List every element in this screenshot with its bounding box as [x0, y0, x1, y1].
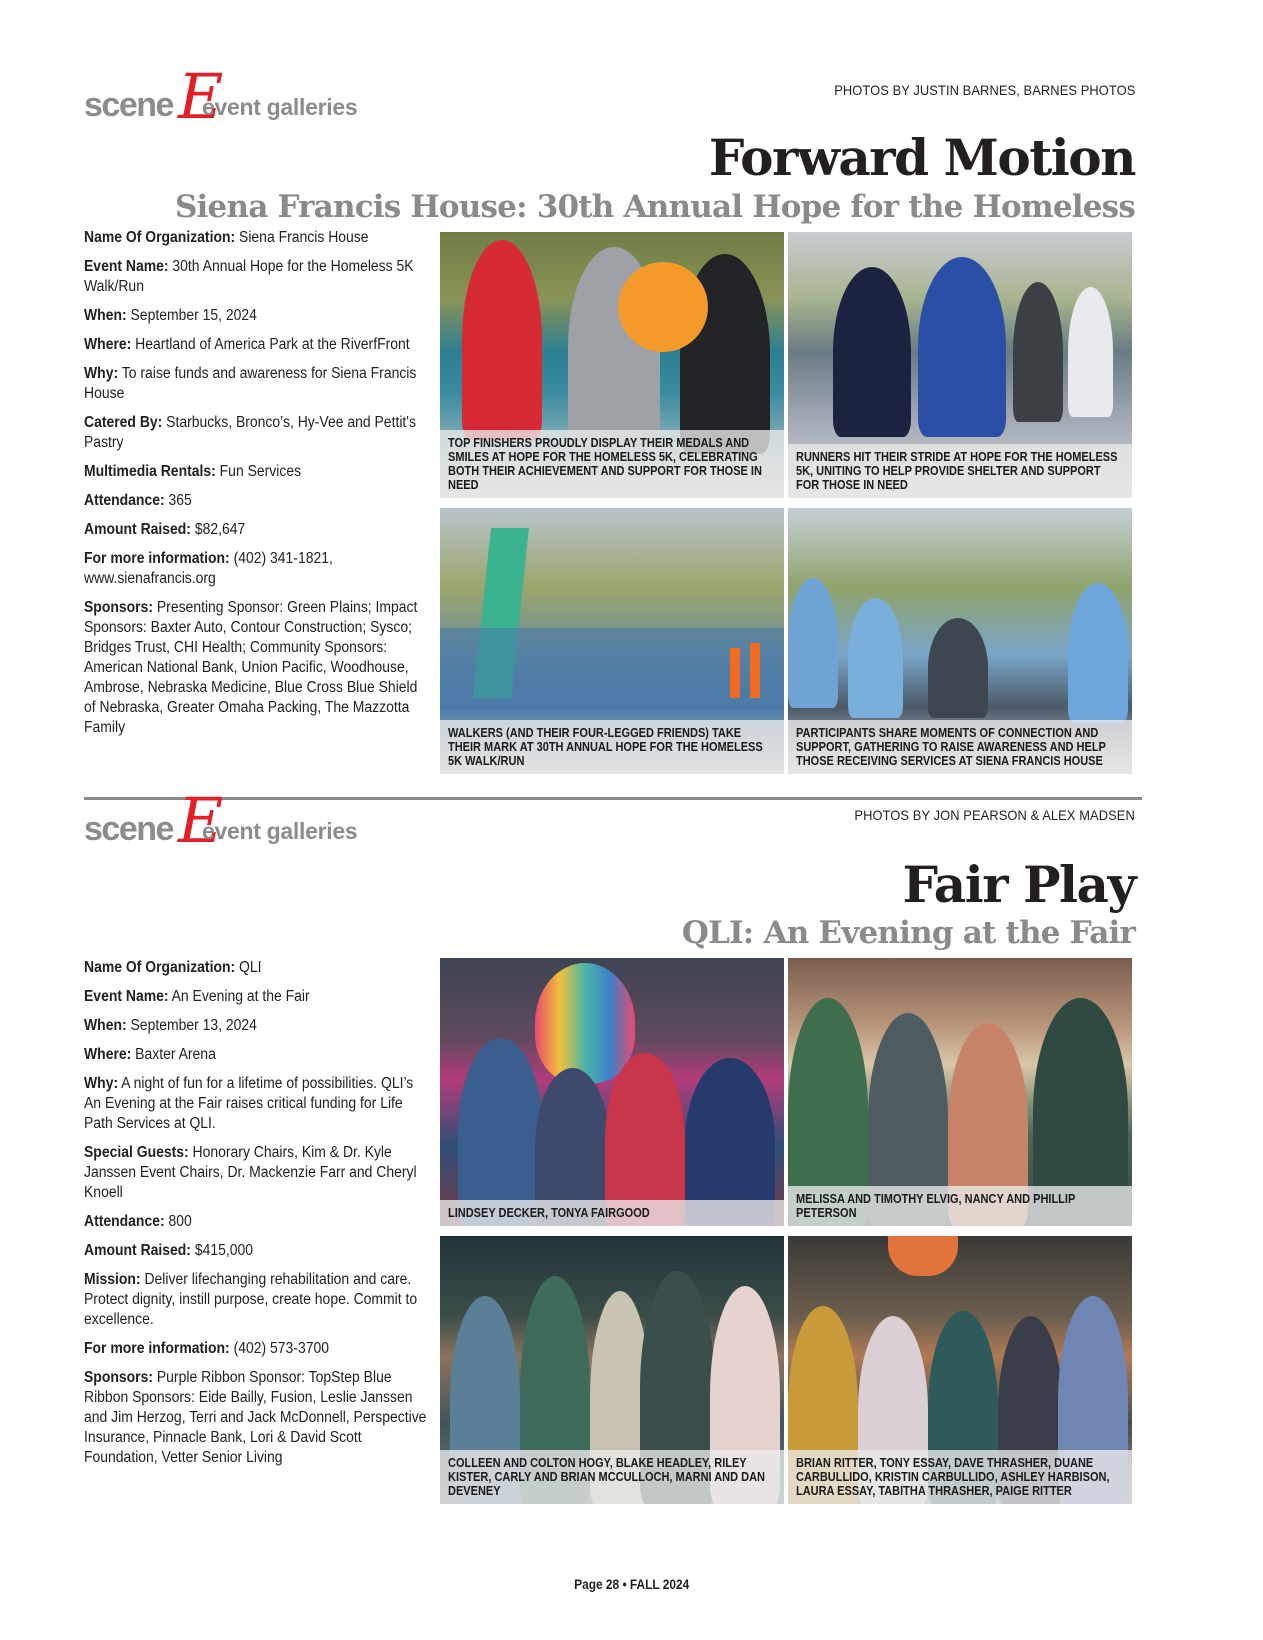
photo-caption: BRIAN RITTER, TONY ESSAY, DAVE THRASHER, DUANE CARBULLIDO, KRISTIN CARBULLIDO, ASHLEY HARBISON, LAURA ESSAY, TABITHA THRASHER, PAIGE RITTER: [788, 1450, 1132, 1504]
photo-caption: COLLEEN AND COLTON HOGY, BLAKE HEADLEY, RILEY KISTER, CARLY AND BRIAN MCCULLOCH, MARNI AND DAN DEVENEY: [440, 1450, 784, 1504]
info-catered-by: Catered By: Starbucks, Bronco’s, Hy-Vee and Pettit's Pastry: [84, 414, 416, 451]
info-organization: Name Of Organization: Siena Francis House: [84, 229, 369, 246]
info-where: Where: Baxter Arena: [84, 1046, 216, 1063]
logo-e-glyph: E: [178, 60, 224, 133]
photo-ritter-group: [788, 1236, 1132, 1504]
hot-air-balloon: [535, 963, 635, 1083]
logo-scene-text: scene: [84, 810, 173, 848]
section-title: Forward Motion: [708, 128, 1135, 187]
photo-runners-stride: [788, 232, 1132, 498]
guest-figure: [458, 1038, 543, 1226]
runner-figure: [833, 267, 911, 437]
runner-figure: [1013, 282, 1063, 422]
participant-figure: [788, 578, 838, 708]
section-subtitle: Siena Francis House: 30th Annual Hope for the Homeless: [174, 189, 1135, 225]
logo-galleries-text: event galleries: [202, 94, 358, 120]
photo-credit: PHOTOS BY JON PEARSON & ALEX MADSEN: [854, 807, 1135, 823]
info-event-name: Event Name: An Evening at the Fair: [84, 988, 310, 1005]
photo-walkers-start: [440, 508, 784, 774]
photo-caption: LINDSEY DECKER, TONYA FAIRGOOD: [440, 1200, 784, 1226]
info-sponsors: Sponsors: Purple Ribbon Sponsor: TopStep Blue Ribbon Sponsors: Eide Bailly, Fusion, Leslie Janssen and Jim Herzog, Terri and Jack McDonnell, Perspective Insurance, Pinnacle Bank, Lori & David Scott Foundation, Vetter Senior Living: [84, 1369, 427, 1466]
info-special-guests: Special Guests: Honorary Chairs, Kim & Dr. Kyle Janssen Event Chairs, Dr. Mackenzie Farr and Cheryl Knoell: [84, 1144, 417, 1201]
info-mission: Mission: Deliver lifechanging rehabilitation and care. Protect dignity, instill purpose, create hope. Commit to excellence.: [84, 1271, 418, 1328]
info-why: Why: To raise funds and awareness for Siena Francis House: [84, 365, 417, 402]
info-amount-raised: Amount Raised: $82,647: [84, 521, 246, 538]
info-when: When: September 15, 2024: [84, 307, 257, 324]
photo-participants-connection: [788, 508, 1132, 774]
runner-figure: [1068, 287, 1113, 417]
info-sponsors: Sponsors: Presenting Sponsor: Green Plains; Impact Sponsors: Baxter Auto, Contour Construction; Sysco; Bridges Trust, CHI Health; Community Sponsors: American National Bank, Union Pacific, Woodhouse, Ambrose, Nebraska Medicine, Blue Cross Blue Shield of Nebraska, Greater Omaha Packing, The Mazzotta Family: [84, 599, 418, 736]
photo-decker-fairgood: [440, 958, 784, 1226]
info-amount-raised: Amount Raised: $415,000: [84, 1242, 254, 1259]
participant-figure: [848, 598, 903, 718]
runner-figure: [462, 240, 542, 440]
photo-elvig-peterson: [788, 958, 1132, 1226]
photo-image: [440, 958, 784, 1226]
info-organization: Name Of Organization: QLI: [84, 959, 262, 976]
scene-event-galleries-logo: [84, 784, 384, 857]
info-event-name: Event Name: 30th Annual Hope for the Homeless 5K Walk/Run: [84, 258, 414, 295]
event-info: [84, 958, 429, 1477]
runner-figure: [918, 257, 1006, 437]
photo-caption: TOP FINISHERS PROUDLY DISPLAY THEIR MEDALS AND SMILES AT HOPE FOR THE HOMELESS 5K, CELEBRATING BOTH THEIR ACHIEVEMENT AND SUPPORT FOR THOSE IN NEED: [440, 430, 784, 498]
photo-caption: MELISSA AND TIMOTHY ELVIG, NANCY AND PHILLIP PETERSON: [788, 1186, 1132, 1226]
photo-caption: PARTICIPANTS SHARE MOMENTS OF CONNECTION AND SUPPORT, GATHERING TO RAISE AWARENESS AND HELP THOSE RECEIVING SERVICES AT SIENA FRANCIS HOUSE: [788, 720, 1132, 774]
hanging-lamp: [888, 1236, 958, 1276]
info-where: Where: Heartland of America Park at the RiverfFront: [84, 336, 410, 353]
event-banner-logo: [618, 262, 708, 352]
wheelchair-participant: [928, 618, 988, 718]
info-attendance: Attendance: 365: [84, 492, 192, 509]
event-info: [84, 228, 429, 747]
logo-galleries-text: event galleries: [202, 818, 358, 844]
info-multimedia: Multimedia Rentals: Fun Services: [84, 463, 302, 480]
page-footer: Page 28 • FALL 2024: [573, 1576, 690, 1592]
section-subtitle: QLI: An Evening at the Fair: [681, 915, 1135, 951]
photo-top-finishers: [440, 232, 784, 498]
info-more-info: For more information: (402) 341-1821, www.sienafrancis.org: [84, 550, 333, 587]
info-attendance: Attendance: 800: [84, 1213, 192, 1230]
info-more-info: For more information: (402) 573-3700: [84, 1340, 329, 1357]
info-when: When: September 13, 2024: [84, 1017, 257, 1034]
photo-caption: RUNNERS HIT THEIR STRIDE AT HOPE FOR THE HOMELESS 5K, UNITING TO HELP PROVIDE SHELTER AND SUPPORT FOR THOSE IN NEED: [788, 444, 1132, 498]
logo-scene-text: scene: [84, 86, 173, 124]
info-why: Why: A night of fun for a lifetime of possibilities. QLI’s An Evening at the Fair raises critical funding for Life Path Services at QLI.: [84, 1075, 414, 1132]
photo-hogy-group: [440, 1236, 784, 1504]
participant-figure: [1068, 583, 1128, 723]
photo-caption: WALKERS (AND THEIR FOUR-LEGGED FRIENDS) TAKE THEIR MARK AT 30TH ANNUAL HOPE FOR THE HOMELESS 5K WALK/RUN: [440, 720, 784, 774]
section-title: Fair Play: [902, 855, 1135, 914]
traffic-cone: [730, 648, 740, 698]
traffic-cone: [750, 643, 760, 698]
scene-event-galleries-logo: [84, 60, 384, 133]
logo-e-glyph: E: [178, 784, 224, 857]
photo-credit: PHOTOS BY JUSTIN BARNES, BARNES PHOTOS: [833, 82, 1135, 98]
